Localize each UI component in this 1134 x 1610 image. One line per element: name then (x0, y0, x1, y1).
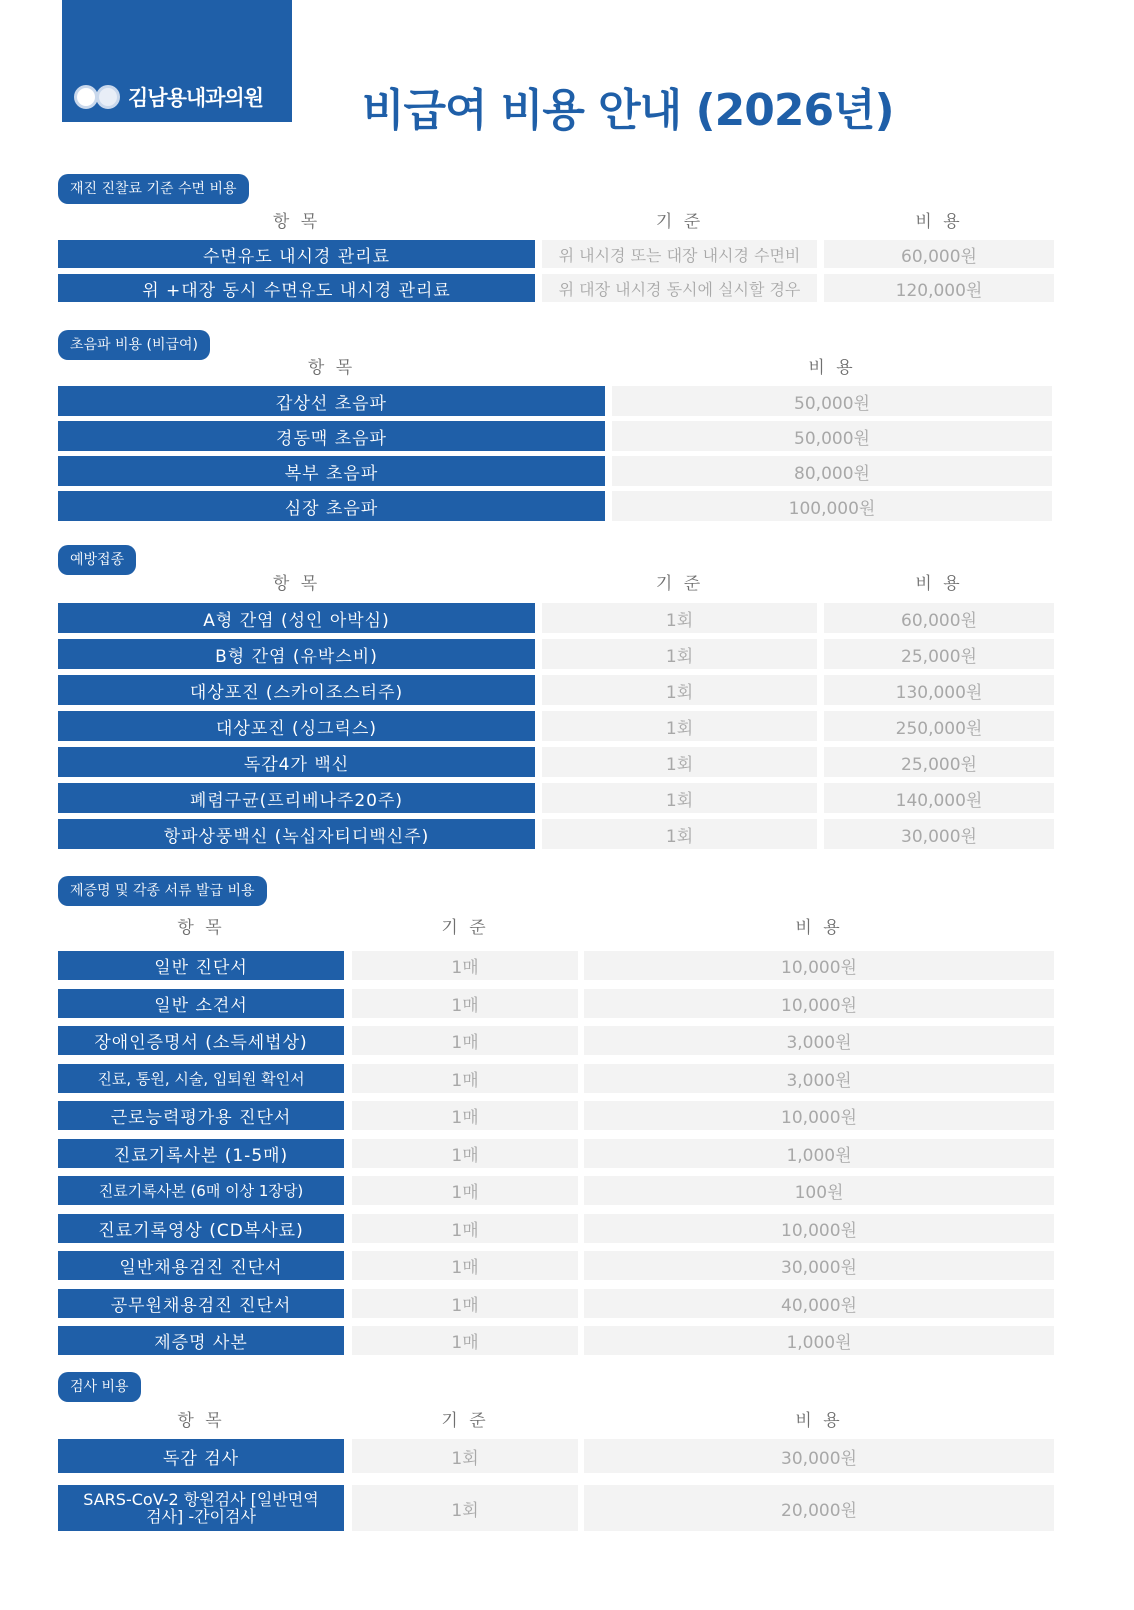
table-row-item: 갑상선 초음파 (58, 386, 605, 416)
table-row-cost: 140,000원 (824, 783, 1054, 813)
table-row-cost: 100원 (584, 1176, 1054, 1205)
header-cost: 비 용 (795, 918, 843, 938)
table-row-item: 공무원채용검진 진단서 (58, 1289, 344, 1318)
table-row-cost: 10,000원 (584, 951, 1054, 980)
table-row-cost: 20,000원 (584, 1485, 1054, 1531)
table-row-criteria: 1매 (352, 1289, 578, 1318)
table-row-criteria: 1매 (352, 1139, 578, 1168)
table-row-cost: 50,000원 (612, 386, 1052, 416)
header-cost: 비 용 (915, 212, 963, 232)
table-row-cost: 10,000원 (584, 1101, 1054, 1130)
table-row-cost: 100,000원 (612, 491, 1052, 521)
header-item: 항 목 (177, 1411, 225, 1431)
section-label-vaccination: 예방접종 (58, 545, 136, 575)
header-criteria: 기 준 (655, 212, 704, 232)
table-row-item: 수면유도 내시경 관리료 (58, 240, 535, 268)
page-title: 비급여 비용 안내 (2026년) (362, 85, 894, 136)
table-row-cost: 1,000원 (584, 1139, 1054, 1168)
table-row-criteria: 1매 (352, 1064, 578, 1093)
header-cost: 비 용 (915, 574, 963, 594)
table-row-criteria: 1회 (542, 747, 817, 777)
table-row-item: 경동맥 초음파 (58, 421, 605, 451)
table-row-item: 일반 소견서 (58, 989, 344, 1018)
header-item: 항 목 (307, 358, 356, 378)
table-row-criteria: 1매 (352, 1251, 578, 1280)
table-row-criteria: 1매 (352, 1026, 578, 1055)
header-criteria: 기 준 (441, 1411, 489, 1431)
table-row-item: A형 간염 (성인 아박심) (58, 603, 535, 633)
table-row-cost: 30,000원 (824, 819, 1054, 849)
table-row-criteria: 1회 (542, 819, 817, 849)
header-cost: 비 용 (795, 1411, 843, 1431)
header-criteria: 기 준 (655, 574, 704, 594)
table-row-item: 심장 초음파 (58, 491, 605, 521)
section-label-certificates: 제증명 및 각종 서류 발급 비용 (58, 876, 267, 906)
table-row-cost: 40,000원 (584, 1289, 1054, 1318)
header-cost: 비 용 (808, 358, 856, 378)
table-row-criteria: 1회 (542, 603, 817, 633)
table-row-criteria: 1매 (352, 1176, 578, 1205)
table-row-cost: 30,000원 (584, 1439, 1054, 1473)
table-row-item: 일반채용검진 진단서 (58, 1251, 344, 1280)
table-row-criteria: 1회 (542, 711, 817, 741)
clinic-logo-icon (74, 84, 122, 110)
table-row-criteria: 1매 (352, 951, 578, 980)
header-item: 항 목 (177, 918, 225, 938)
table-row-criteria: 1회 (542, 783, 817, 813)
section-label-sedation: 재진 진찰료 기준 수면 비용 (58, 174, 249, 204)
table-row-item: 대상포진 (싱그릭스) (58, 711, 535, 741)
table-row-item: 진료기록사본 (6매 이상 1장당) (58, 1176, 344, 1205)
table-row-item: 폐렴구균(프리베나주20주) (58, 783, 535, 813)
table-row-criteria: 1회 (352, 1439, 578, 1473)
table-row-cost: 25,000원 (824, 747, 1054, 777)
table-row-cost: 120,000원 (824, 274, 1054, 302)
table-row-item: 장애인증명서 (소득세법상) (58, 1026, 344, 1055)
table-row-item: 진료, 통원, 시술, 입퇴원 확인서 (58, 1064, 344, 1093)
section-label-ultrasound: 초음파 비용 (비급여) (58, 330, 210, 360)
clinic-name: 김남용내과의원 (128, 86, 264, 110)
table-row-item: 독감4가 백신 (58, 747, 535, 777)
table-row-criteria: 위 대장 내시경 동시에 실시할 경우 (542, 274, 817, 302)
table-row-cost: 60,000원 (824, 240, 1054, 268)
table-row-criteria: 위 내시경 또는 대장 내시경 수면비 (542, 240, 817, 268)
table-row-criteria: 1회 (542, 675, 817, 705)
table-row-criteria: 1회 (542, 639, 817, 669)
table-row-item: 위 +대장 동시 수면유도 내시경 관리료 (58, 274, 535, 302)
table-row-item: SARS-CoV-2 항원검사 [일반면역검사] -간이검사 (58, 1485, 344, 1531)
table-row-item: 항파상풍백신 (녹십자티디백신주) (58, 819, 535, 849)
table-row-cost: 10,000원 (584, 1214, 1054, 1243)
table-row-item: 복부 초음파 (58, 456, 605, 486)
table-row-item: 독감 검사 (58, 1439, 344, 1473)
table-row-item: 제증명 사본 (58, 1326, 344, 1355)
table-row-cost: 3,000원 (584, 1026, 1054, 1055)
table-row-cost: 130,000원 (824, 675, 1054, 705)
table-row-cost: 50,000원 (612, 421, 1052, 451)
section-label-tests: 검사 비용 (58, 1372, 141, 1402)
table-row-item: 진료기록사본 (1-5매) (58, 1139, 344, 1168)
header-criteria: 기 준 (441, 918, 489, 938)
table-row-cost: 10,000원 (584, 989, 1054, 1018)
header-item: 항 목 (272, 574, 321, 594)
table-row-cost: 60,000원 (824, 603, 1054, 633)
table-row-item: 근로능력평가용 진단서 (58, 1101, 344, 1130)
table-row-criteria: 1매 (352, 1326, 578, 1355)
header-item: 항 목 (272, 212, 321, 232)
table-row-cost: 1,000원 (584, 1326, 1054, 1355)
table-row-criteria: 1회 (352, 1485, 578, 1531)
table-row-item: 일반 진단서 (58, 951, 344, 980)
table-row-cost: 3,000원 (584, 1064, 1054, 1093)
table-row-item: B형 간염 (유박스비) (58, 639, 535, 669)
logo (74, 82, 263, 112)
table-row-cost: 30,000원 (584, 1251, 1054, 1280)
table-row-criteria: 1매 (352, 1214, 578, 1243)
table-row-criteria: 1매 (352, 1101, 578, 1130)
table-row-cost: 250,000원 (824, 711, 1054, 741)
table-row-item: 대상포진 (스카이조스터주) (58, 675, 535, 705)
table-row-cost: 80,000원 (612, 456, 1052, 486)
logo-box (62, 0, 292, 122)
table-row-item: 진료기록영상 (CD복사료) (58, 1214, 344, 1243)
table-row-criteria: 1매 (352, 989, 578, 1018)
table-row-cost: 25,000원 (824, 639, 1054, 669)
